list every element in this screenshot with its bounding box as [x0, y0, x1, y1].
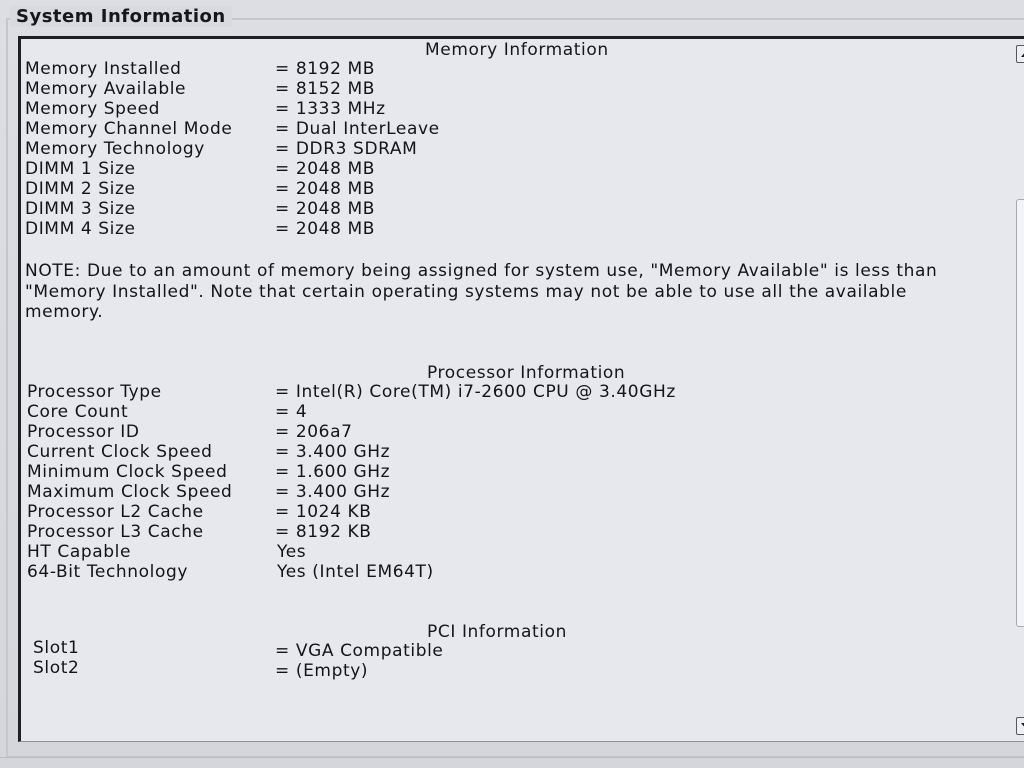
memory-row-value: = 2048 MB [275, 199, 376, 219]
pci-row-value: = (Empty) [275, 661, 369, 681]
memory-row-value: = DDR3 SDRAM [275, 139, 418, 159]
scroll-up-button[interactable] [1016, 45, 1024, 63]
processor-row-label: Minimum Clock Speed [27, 462, 228, 482]
memory-row-label: Memory Channel Mode [25, 119, 233, 139]
processor-row-label: HT Capable [27, 542, 132, 562]
processor-row-value: = Intel(R) Core(TM) i7-2600 CPU @ 3.40GHz [275, 382, 676, 402]
panel-content [25, 39, 1004, 741]
pci-row-value: = VGA Compatible [275, 641, 444, 661]
memory-note: NOTE: Due to an amount of memory being assigned for system use, "Memory Available" is less than "Memory Installed". Note that certain operating systems may not be able to use all the available memory. [25, 261, 938, 322]
processor-row-value: Yes [277, 542, 307, 562]
processor-row-value: = 4 [275, 402, 308, 422]
processor-row-value: = 8192 KB [275, 522, 372, 542]
processor-row-value: = 1024 KB [275, 502, 372, 522]
memory-row-label: DIMM 1 Size [25, 159, 136, 179]
memory-row-label: DIMM 3 Size [25, 199, 136, 219]
memory-row-value: = 1333 MHz [275, 99, 386, 119]
memory-row-value: = 2048 MB [275, 219, 376, 239]
memory-row-label: Memory Technology [25, 139, 205, 159]
processor-row-label: Processor L3 Cache [27, 522, 204, 542]
pci-row-label: Slot2 [33, 658, 80, 678]
pci-section-title: PCI Information [427, 622, 567, 642]
memory-row-label: Memory Available [25, 79, 187, 99]
memory-row-label: Memory Installed [25, 59, 182, 79]
scroll-thumb[interactable] [1016, 199, 1024, 627]
memory-row-value: = 2048 MB [275, 179, 376, 199]
memory-row-label: DIMM 4 Size [25, 219, 136, 239]
memory-row-label: Memory Speed [25, 99, 161, 119]
system-information-panel [18, 36, 1024, 742]
processor-row-value: = 3.400 GHz [275, 482, 391, 502]
bottom-divider [0, 757, 1024, 758]
processor-section-title: Processor Information [427, 363, 626, 383]
memory-row-value: = 8152 MB [275, 79, 376, 99]
scroll-down-button[interactable] [1016, 717, 1024, 735]
vertical-scrollbar[interactable] [1014, 43, 1024, 742]
memory-row-value: = 2048 MB [275, 159, 376, 179]
memory-row-value: = 8192 MB [275, 59, 376, 79]
processor-row-value: = 3.400 GHz [275, 442, 391, 462]
group-title: System Information [10, 6, 232, 27]
processor-row-label: Processor L2 Cache [27, 502, 204, 522]
processor-row-value: = 1.600 GHz [275, 462, 391, 482]
memory-section-title: Memory Information [425, 40, 609, 60]
processor-row-label: Processor ID [27, 422, 140, 442]
pci-row-label: Slot1 [33, 638, 80, 658]
processor-row-label: Current Clock Speed [27, 442, 213, 462]
processor-row-label: Maximum Clock Speed [27, 482, 233, 502]
processor-row-value: Yes (Intel EM64T) [277, 562, 434, 582]
memory-row-label: DIMM 2 Size [25, 179, 136, 199]
memory-row-value: = Dual InterLeave [275, 119, 440, 139]
processor-row-label: 64-Bit Technology [27, 562, 189, 582]
processor-row-label: Processor Type [27, 382, 162, 402]
processor-row-value: = 206a7 [275, 422, 353, 442]
processor-row-label: Core Count [27, 402, 129, 422]
